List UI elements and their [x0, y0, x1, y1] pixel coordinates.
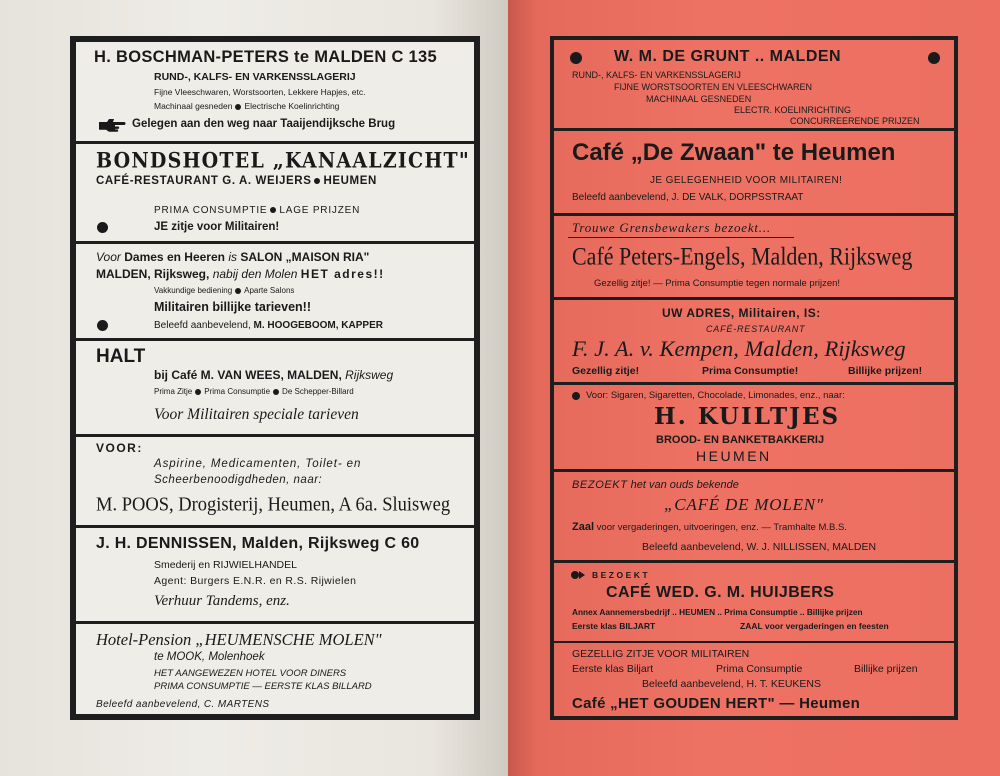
- bullet-icon: [273, 389, 279, 395]
- underline: [568, 237, 794, 238]
- ad-line: RUND-, KALFS- EN VARKENSSLAGERIJ: [572, 70, 741, 80]
- ad-line: bij Café M. VAN WEES, MALDEN, Rijksweg: [154, 368, 394, 382]
- ad-gouden-hert: [554, 643, 954, 720]
- ad-label: VOOR:: [96, 441, 143, 455]
- ad-line: JE zitje voor Militairen!: [154, 221, 280, 233]
- ad-line: JE GELEGENHEID VOOR MILITAIREN!: [650, 175, 843, 186]
- bullet-icon: [314, 178, 320, 184]
- ad-line: ZAAL voor vergaderingen en feesten: [740, 621, 889, 631]
- ad-line: Prima Consumptie!: [702, 365, 799, 377]
- ad-line: Gelegen aan den weg naar Taaijendijksche Brug: [132, 118, 396, 130]
- ad-line: Beleefd aanbevelend, J. DE VALK, DORPSSTRAAT: [572, 192, 804, 203]
- ad-salon-maison-ria: [76, 244, 474, 338]
- ad-line: Vakkundige bediening Aparte Salons: [154, 286, 295, 295]
- ad-line: ELECTR. KOELINRICHTING: [734, 105, 852, 115]
- ad-line: Machinaal gesneden Electrische Koelinrichting: [154, 101, 340, 111]
- pointing-hand-icon: [98, 118, 126, 132]
- ad-line: UW ADRES, Militairen, IS:: [662, 306, 821, 320]
- ad-line: CAFÉ-RESTAURANT G. A. WEIJERS HEUMEN: [96, 175, 377, 187]
- ad-line: Eerste klas BILJART: [572, 621, 656, 631]
- right-page: [508, 0, 1000, 776]
- ad-line: Prima Consumptie: [716, 663, 803, 675]
- ad-line: Beleefd aanbevelend, W. J. NILLISSEN, MALDEN: [642, 541, 877, 553]
- ad-title: HALT: [96, 346, 146, 367]
- ad-line: Aspirine, Medicamenten, Toilet- en: [154, 458, 362, 470]
- ad-heumensche-molen: [76, 624, 474, 714]
- bullet-icon: [195, 389, 201, 395]
- bullet-icon: [97, 320, 108, 331]
- right-ad-frame: [550, 36, 958, 720]
- ad-title: CAFÉ WED. G. M. HUIJBERS: [606, 584, 835, 601]
- ad-line: BROOD- EN BANKETBAKKERIJ: [656, 434, 825, 446]
- bullet-icon: [235, 104, 241, 110]
- ad-title: „CAFÉ DE MOLEN": [664, 495, 824, 514]
- ad-line: Militairen billijke tarieven!!: [154, 300, 311, 314]
- ad-line: Annex Aannemersbedrijf .. HEUMEN .. Prima Consumptie .. Billijke prijzen: [572, 607, 863, 617]
- ad-boschman-peters: [76, 42, 474, 141]
- ad-line: HEUMEN: [696, 448, 772, 464]
- ad-line: Voor Dames en Heeren is SALON „MAISON RIA": [96, 250, 370, 264]
- ad-line: te MOOK, Molenhoek: [154, 651, 265, 663]
- ad-title: W. M. DE GRUNT .. MALDEN: [614, 48, 842, 65]
- ad-line: Billijke prijzen: [854, 663, 918, 675]
- ad-title: F. J. A. v. Kempen, Malden, Rijksweg: [572, 336, 906, 361]
- ad-line: Voor: Sigaren, Sigaretten, Chocolade, Limonades, enz., naar:: [586, 390, 845, 401]
- ad-huijbers: [554, 563, 954, 641]
- punch-hole-icon: [928, 52, 940, 64]
- ad-line: CAFÉ-RESTAURANT: [706, 324, 806, 334]
- ad-line: FIJNE WORSTSOORTEN EN VLEESCHWAREN: [614, 82, 813, 92]
- ad-title: H. KUILTJES: [654, 403, 841, 430]
- ad-drogisterij-poos: [76, 437, 474, 525]
- ad-line: Eerste klas Biljart: [572, 663, 654, 675]
- ad-tagline: Trouwe Grensbewakers bezoekt...: [572, 220, 771, 235]
- ad-line: Voor Militairen speciale tarieven: [154, 406, 359, 423]
- ad-line: Beleefd aanbevelend, H. T. KEUKENS: [642, 678, 821, 690]
- ad-line: GEZELLIG ZITJE VOOR MILITAIREN: [572, 648, 750, 660]
- ad-line: Zaal voor vergaderingen, uitvoeringen, enz. — Tramhalte M.B.S.: [572, 521, 847, 533]
- ad-line: Gezellig zitje! — Prima Consumptie tegen normale prijzen!: [594, 278, 841, 289]
- ad-title: M. POOS, Drogisterij, Heumen, A 6a. Sluisweg: [96, 493, 451, 516]
- ad-line: Scheerbenoodigdheden, naar:: [154, 474, 323, 486]
- ad-line: Fijne Vleeschwaren, Worstsoorten, Lekkere Hapjes, etc.: [154, 87, 366, 97]
- ad-line: Verhuur Tandems, enz.: [154, 593, 290, 609]
- bullet-icon: [97, 222, 108, 233]
- punch-hole-icon: [570, 52, 582, 64]
- ad-line: MALDEN, Rijksweg, nabij den Molen HET adres!!: [96, 267, 385, 281]
- ad-dennissen: [76, 528, 474, 621]
- ad-line: Agent: Burgers E.N.R. en R.S. Rijwielen: [154, 575, 357, 587]
- ad-title: J. H. DENNISSEN, Malden, Rijksweg C 60: [96, 535, 420, 552]
- ad-van-kempen: [554, 300, 954, 382]
- ad-title: Café „De Zwaan" te Heumen: [572, 139, 896, 166]
- arrow-bullet-icon: [570, 570, 586, 580]
- ad-line: Gezellig zitje!: [572, 365, 640, 377]
- ad-line: RUND-, KALFS- EN VARKENSSLAGERIJ: [154, 71, 356, 83]
- ad-title: H. BOSCHMAN-PETERS te MALDEN C 135: [94, 48, 437, 66]
- bullet-icon: [572, 392, 580, 400]
- ad-line: Billijke prijzen!: [848, 365, 923, 377]
- ad-line: Smederij en RIJWIELHANDEL: [154, 559, 297, 571]
- ad-line: Beleefd aanbevelend, M. HOOGEBOOM, KAPPER: [154, 320, 383, 331]
- ad-title: Café „HET GOUDEN HERT" — Heumen: [572, 695, 861, 712]
- ad-title: Hotel-Pension „HEUMENSCHE MOLEN": [96, 630, 382, 649]
- ad-cafe-van-wees: [76, 341, 474, 434]
- ad-cafe-de-molen: [554, 472, 954, 560]
- ad-de-grunt: [554, 40, 954, 128]
- ad-line: PRIMA CONSUMPTIE — EERSTE KLAS BILLARD: [154, 681, 372, 692]
- ad-label: BEZOEKT: [592, 570, 651, 580]
- ad-line: MACHINAAL GESNEDEN: [646, 94, 752, 104]
- ad-title: BONDSHOTEL „KANAALZICHT": [96, 147, 470, 173]
- ad-line: HET AANGEWEZEN HOTEL VOOR DINERS: [154, 668, 347, 679]
- ad-kuiltjes: [554, 385, 954, 469]
- ad-line: Prima Zitje Prima Consumptie De Schepper-Billard: [154, 387, 354, 396]
- bullet-icon: [235, 288, 241, 294]
- ad-line: PRIMA CONSUMPTIE LAGE PRIJZEN: [154, 205, 361, 216]
- ad-bondshotel-kanaalzicht: [76, 144, 474, 241]
- ad-peters-engels: [554, 216, 954, 297]
- ad-title: Café Peters-Engels, Malden, Rijksweg: [572, 241, 913, 271]
- ad-line: Beleefd aanbevelend, C. MARTENS: [96, 699, 270, 710]
- bullet-icon: [270, 207, 276, 213]
- left-ad-frame: [70, 36, 480, 720]
- ad-line: BEZOEKT het van ouds bekende: [572, 479, 739, 491]
- ad-line: CONCURREERENDE PRIJZEN: [790, 116, 920, 126]
- ad-de-zwaan: [554, 131, 954, 213]
